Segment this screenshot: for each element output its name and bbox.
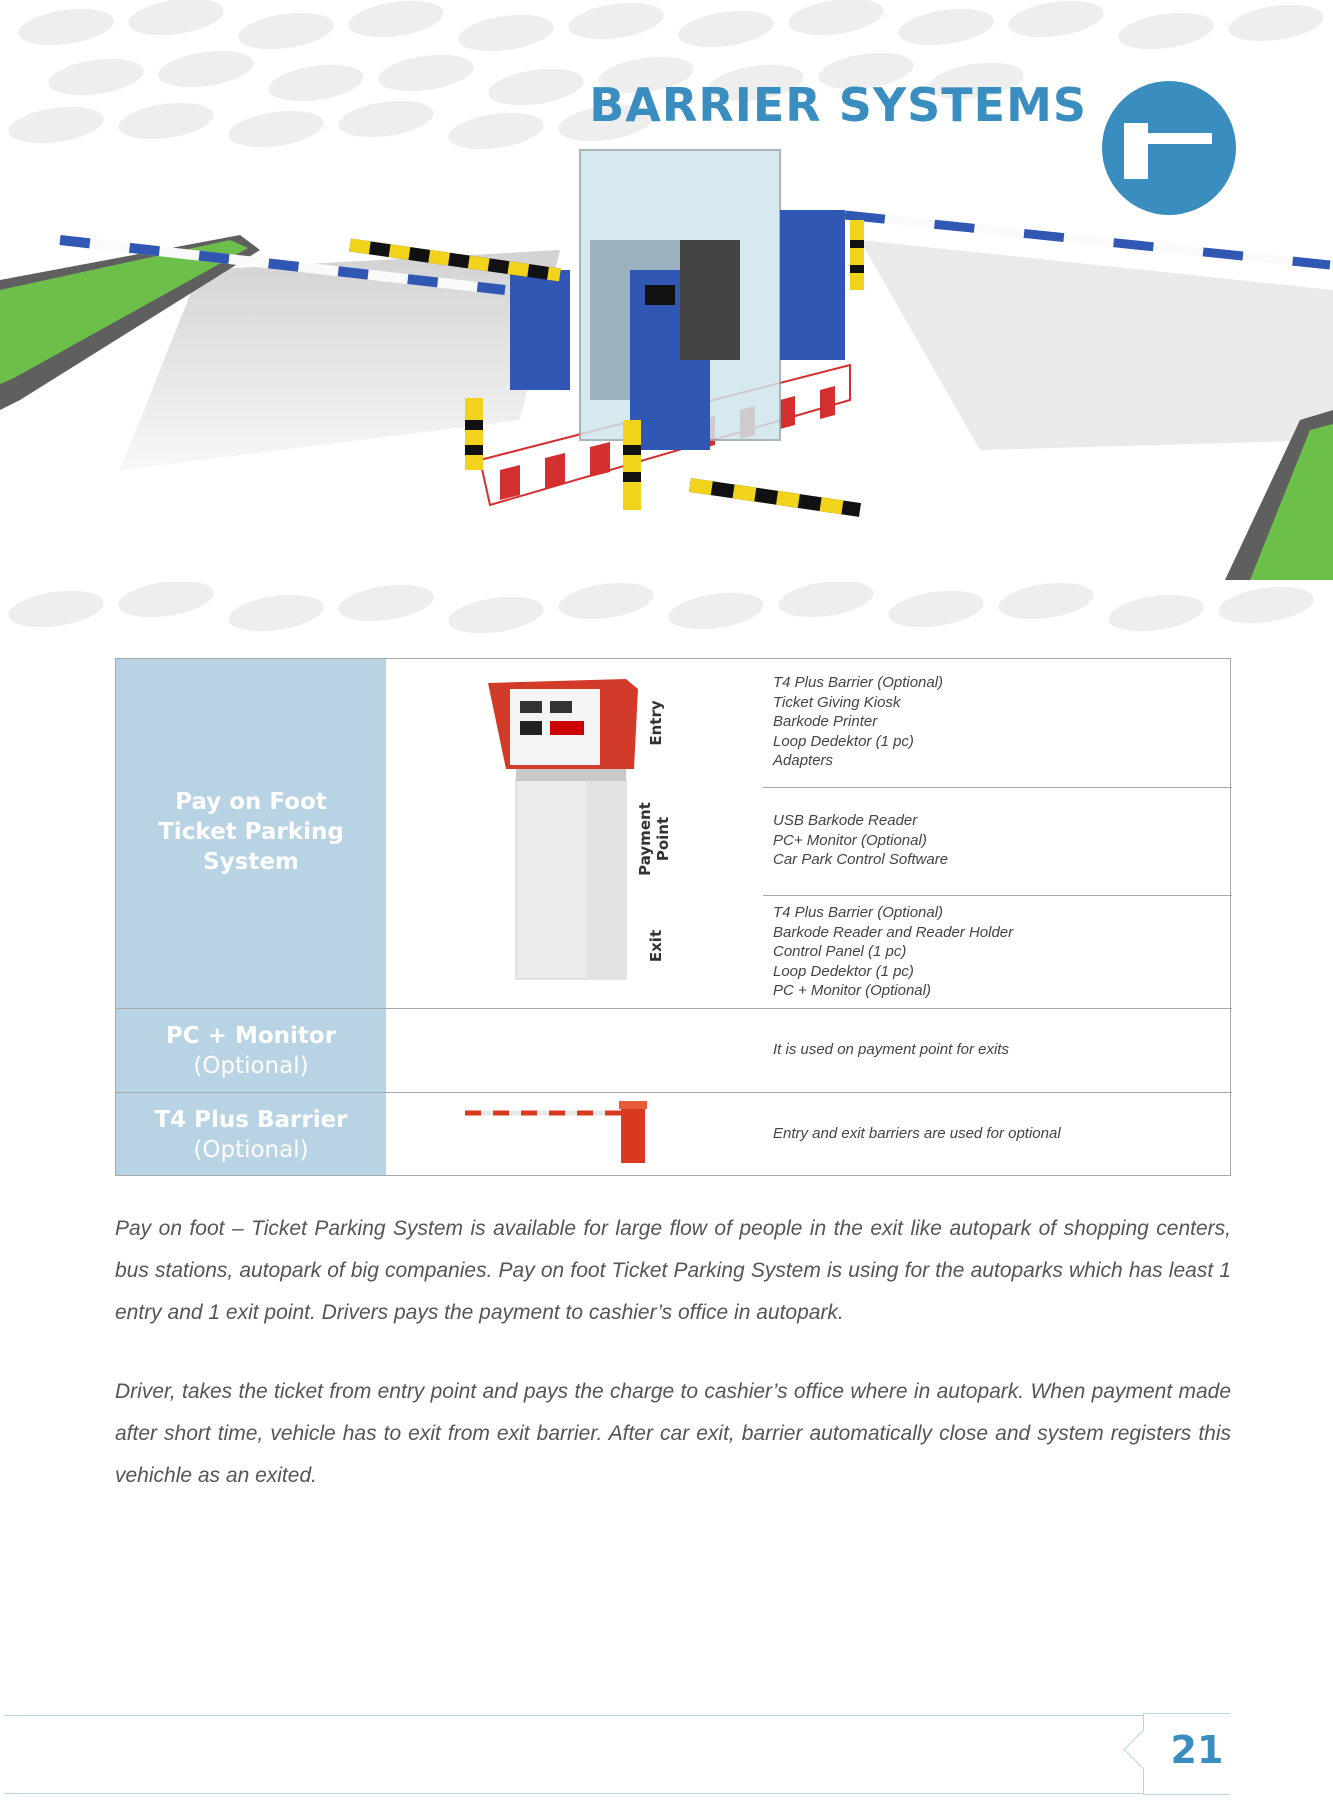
section-background-pattern xyxy=(8,582,1325,662)
parking-barrier-illustration xyxy=(0,140,1333,580)
barrier-arm-icon xyxy=(461,1091,661,1167)
page-number: 21 xyxy=(1170,1728,1224,1772)
list-item: T4 Plus Barrier (Optional) xyxy=(773,904,944,921)
payment-point-items-list xyxy=(773,811,948,870)
category-t4-plus-barrier: T4 Plus Barrier (Optional) xyxy=(154,1107,348,1163)
system-components-table xyxy=(115,658,1231,1176)
list-item: Ticket Giving Kiosk xyxy=(773,693,901,711)
entry-items-list xyxy=(773,673,943,771)
section-label-exit: Exit xyxy=(647,929,665,963)
list-item: Barkode Reader and Reader Holder xyxy=(773,923,1014,941)
divider xyxy=(763,895,1232,896)
category-pc-monitor: PC + Monitor (Optional) xyxy=(165,1023,337,1079)
t4-barrier-description: Entry and exit barriers are used for optional xyxy=(773,1125,1061,1142)
page-title: BARRIER SYSTEMS xyxy=(589,78,1087,132)
list-item: PC + Monitor (Optional) xyxy=(773,982,931,1000)
list-item: Loop Dedektor (1 pc) xyxy=(773,732,914,750)
footer-line xyxy=(4,1793,1184,1794)
ticket-kiosk-icon xyxy=(486,669,656,989)
section-label-payment-point: Payment Point xyxy=(636,802,672,876)
category-column xyxy=(116,659,386,1175)
divider xyxy=(763,787,1232,788)
row-divider xyxy=(116,1092,1232,1093)
paragraph-process: Driver, takes the ticket from entry point and pays the charge to cashier’s office where in autopark. When payment made after short time, vehicle has to exit from exit barrier. After car exit, barrier automatically close and system registers this vehichle as an exited. xyxy=(115,1380,1231,1487)
exit-items-list xyxy=(773,903,1013,1001)
list-item: Loop Dedektor (1 pc) xyxy=(773,962,914,980)
list-item: Barkode Printer xyxy=(773,713,878,731)
row-divider xyxy=(116,1008,1232,1009)
list-item: Control Panel (1 pc) xyxy=(773,943,907,961)
list-item: Car Park Control Software xyxy=(773,851,949,869)
list-item: PC+ Monitor (Optional) xyxy=(773,831,927,849)
category-pay-on-foot: Pay on Foot Ticket Parking System xyxy=(158,789,344,875)
section-label-entry: Entry xyxy=(647,700,665,746)
paragraph-intro: Pay on foot – Ticket Parking System is available for large flow of people in the exit like autopark of shopping centers, bus stations, autopark of big companies. Pay on foot Ticket Parking System is using for the autoparks which has least 1 entry and 1 exit point. Drivers pays the payment to cashier’s office in autopark. xyxy=(115,1217,1231,1324)
footer-line xyxy=(4,1715,1184,1716)
list-item: Adapters xyxy=(773,752,834,770)
list-item: T4 Plus Barrier (Optional) xyxy=(773,674,944,691)
pc-monitor-description: It is used on payment point for exits xyxy=(773,1041,1009,1058)
list-item: USB Barkode Reader xyxy=(773,812,918,829)
